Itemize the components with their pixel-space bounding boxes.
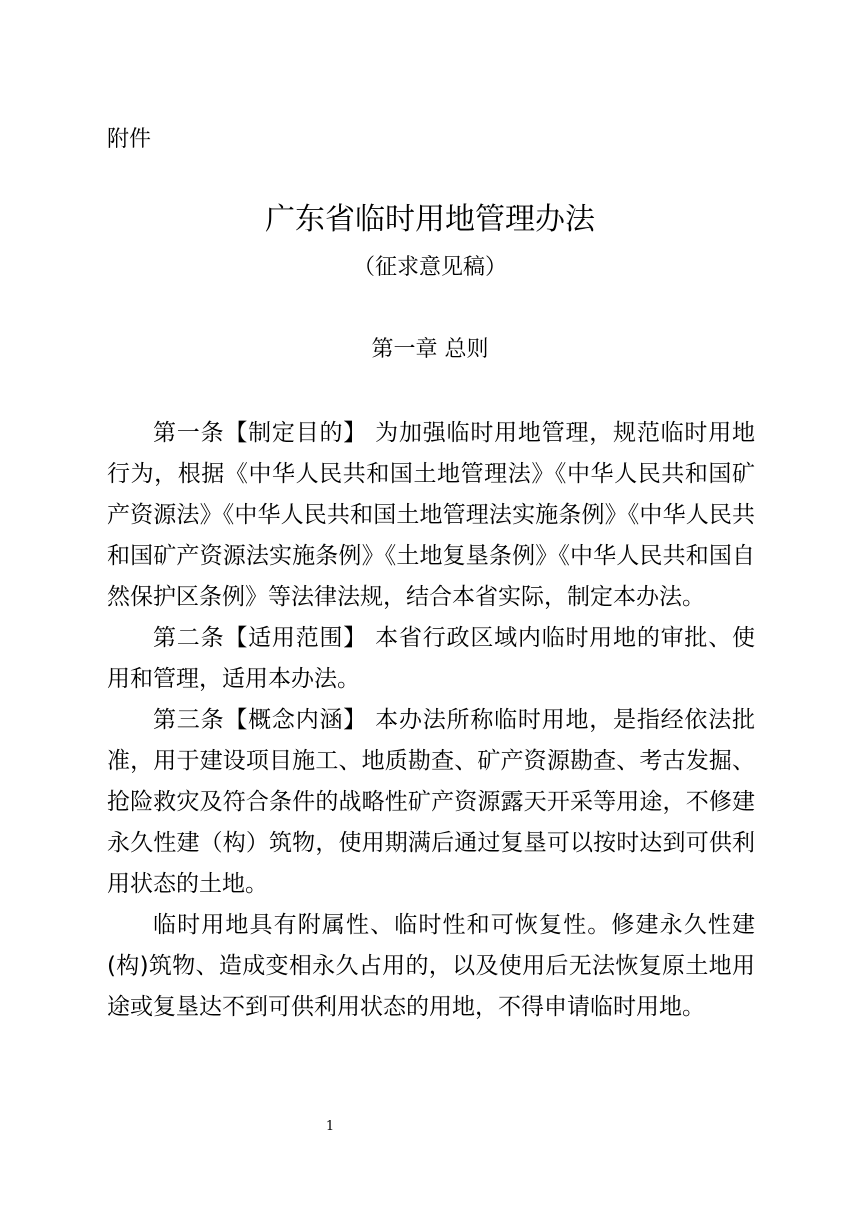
article-1-paragraph: 第一条【制定目的】 为加强临时用地管理，规范临时用地行为，根据《中华人民共和国土地管理法》《中华人民共和国矿产资源法》《中华人民共和国土地管理法实施条例》《中华人民共和国矿产资源法实施条例》《土地复垦条例》《中华人民共和国自然保护区条例》等法律法规，结合本省实际，制定本办法。 xyxy=(107,420,755,610)
page-number: 1 xyxy=(325,1119,335,1134)
document-body xyxy=(107,413,755,1028)
document-subtitle: （征求意见稿） xyxy=(352,255,507,280)
article-3-continuation-paragraph: 临时用地具有附属性、临时性和可恢复性。修建永久性建(构)筑物、造成变相永久占用的，以及使用后无法恢复原土地用途或复垦达不到可供利用状态的用地，不得申请临时用地。 xyxy=(107,912,755,1020)
article-2-paragraph: 第二条【适用范围】 本省行政区域内临时用地的审批、使用和管理，适用本办法。 xyxy=(107,625,755,692)
attachment-label: 附件 xyxy=(107,127,152,152)
document-title: 广东省临时用地管理办法 xyxy=(265,202,595,237)
chapter-heading: 第一章 总则 xyxy=(371,337,489,362)
article-3-paragraph: 第三条【概念内涵】 本办法所称临时用地，是指经依法批准，用于建设项目施工、地质勘查、矿产资源勘查、考古发掘、抢险救灾及符合条件的战略性矿产资源露天开采等用途，不修建永久性建（构）筑物，使用期满后通过复垦可以按时达到可供利用状态的土地。 xyxy=(107,707,755,897)
